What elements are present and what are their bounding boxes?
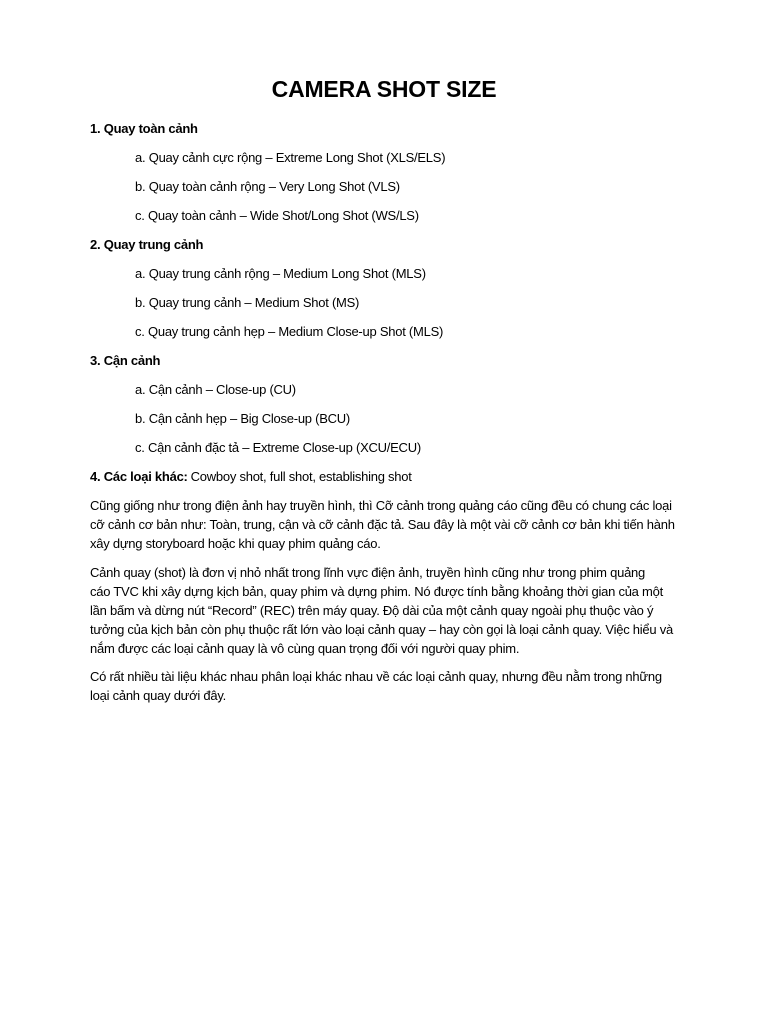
paragraph-line: cỡ cảnh cơ bản như: Toàn, trung, cận và cỡ cảnh đặc tả. Sau đây là một vài cỡ cảnh cơ bản khi tiến hành: [90, 517, 675, 532]
list-item: c. Quay toàn cảnh – Wide Shot/Long Shot (WS/LS): [135, 208, 419, 223]
list-item: a. Quay cảnh cực rộng – Extreme Long Shot (XLS/ELS): [135, 150, 446, 165]
document-title: CAMERA SHOT SIZE: [271, 76, 497, 102]
paragraph-line: nắm được các loại cảnh quay là vô cùng quan trọng đối với người quay phim.: [90, 641, 520, 656]
shot-size-outline: [90, 114, 445, 491]
section-heading-medium: 2. Quay trung cảnh: [90, 237, 204, 252]
paragraph-closing: [90, 667, 662, 705]
list-item: b. Cận cảnh hẹp – Big Close-up (BCU): [135, 411, 351, 426]
paragraph-line: Cũng giống như trong điện ảnh hay truyền hình, thì Cỡ cảnh trong quảng cáo cũng đều có chung các loại: [90, 498, 672, 513]
paragraph-line: cáo TVC khi xây dựng kịch bản, quay phim và dựng phim. Nó được tính bằng khoảng thời gian của một: [90, 584, 663, 599]
list-item: c. Quay trung cảnh hẹp – Medium Close-up Shot (MLS): [135, 324, 444, 339]
section-heading-close: 3. Cận cảnh: [90, 353, 161, 368]
paragraph-definition: [90, 563, 673, 658]
paragraph-line: lần bấm và dừng nút “Record” (REC) trên máy quay. Độ dài của một cảnh quay ngoài phụ thuộc vào ý: [90, 603, 654, 618]
list-item: a. Cận cảnh – Close-up (CU): [135, 382, 296, 397]
section-heading-other: 4. Các loại khác:: [90, 469, 188, 484]
paragraph-line: xây dựng storyboard hoặc khi quay phim quảng cáo.: [90, 536, 381, 551]
other-shot-types: Cowboy shot, full shot, establishing shot: [190, 469, 412, 484]
list-item: b. Quay toàn cảnh rộng – Very Long Shot (VLS): [135, 179, 400, 194]
paragraph-line: loại cảnh quay dưới đây.: [90, 688, 227, 703]
section-heading-wide: 1. Quay toàn cảnh: [90, 121, 198, 136]
paragraph-intro: [90, 496, 675, 553]
paragraph-line: Có rất nhiều tài liệu khác nhau phân loại khác nhau về các loại cảnh quay, nhưng đều nằm trong những: [90, 669, 662, 684]
section-other: [90, 462, 445, 491]
list-item: c. Cận cảnh đặc tả – Extreme Close-up (XCU/ECU): [135, 440, 421, 455]
paragraph-line: Cảnh quay (shot) là đơn vị nhỏ nhất trong lĩnh vực điện ảnh, truyền hình cũng như trong phim quảng: [90, 565, 646, 580]
list-item: a. Quay trung cảnh rộng – Medium Long Shot (MLS): [135, 266, 426, 281]
list-item: b. Quay trung cảnh – Medium Shot (MS): [135, 295, 360, 310]
paragraph-line: tưởng của kịch bản còn phụ thuộc rất lớn vào loại cảnh quay – hay còn gọi là loại cảnh quay. Việc hiểu và: [90, 622, 673, 637]
